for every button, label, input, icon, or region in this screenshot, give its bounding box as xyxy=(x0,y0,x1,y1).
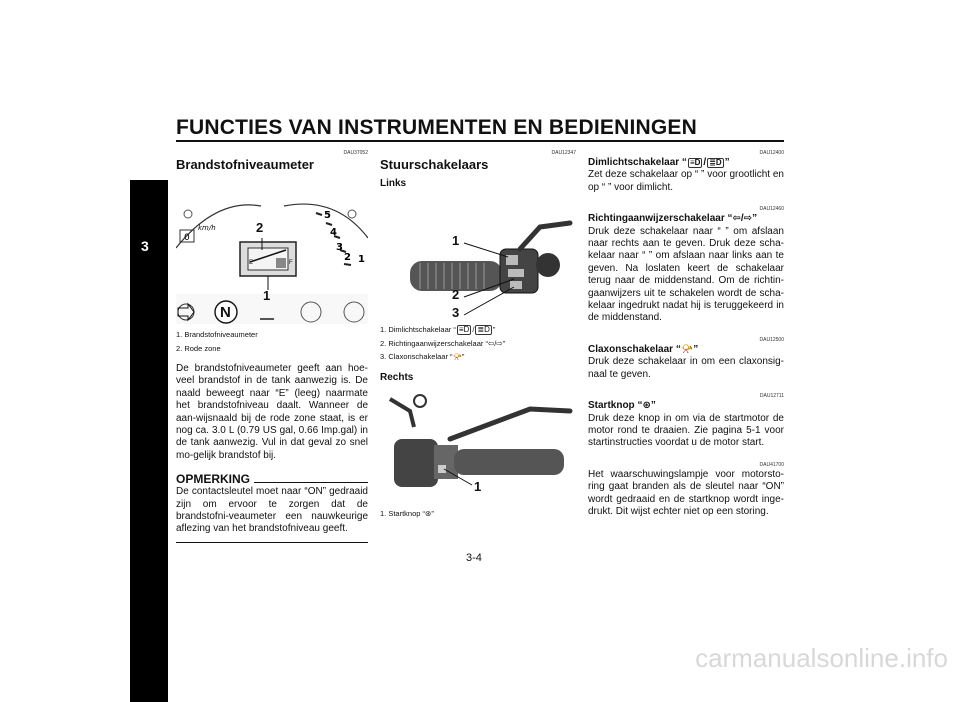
block-heading: Startknop “⊛” xyxy=(588,400,656,412)
svg-text:km/h: km/h xyxy=(198,224,216,232)
block-heading: Dimlichtschakelaar “ ≡D / ≣D ” xyxy=(588,157,730,168)
right-label: Rechts xyxy=(380,371,414,383)
callout-1: 1 xyxy=(263,288,271,303)
block-heading: Richtingaanwijzerschakelaar “⇦/⇨” xyxy=(588,213,758,225)
handlebar-switches-section xyxy=(380,150,576,520)
fuel-gauge-section xyxy=(176,150,368,543)
page-number: 3-4 xyxy=(466,552,482,564)
caption-horn: 3. Claxonschakelaar “📯” xyxy=(380,352,465,361)
low-beam-icon: ≣D xyxy=(477,325,490,334)
turn-right-icon: ⇨ xyxy=(496,338,503,348)
section-code: DAU37052 xyxy=(343,150,368,156)
svg-text:2: 2 xyxy=(344,252,351,263)
chapter-number: 3 xyxy=(141,238,149,254)
horn-switch-block xyxy=(588,337,784,381)
block-code: DAU12500 xyxy=(759,336,784,343)
svg-text:1: 1 xyxy=(358,254,365,265)
horn-icon: 📯 xyxy=(680,343,694,355)
block-text: Druk deze schakelaar in om een claxonsig-naal te geven. xyxy=(588,356,784,380)
fuel-gauge-description: De brandstofniveaumeter geeft aan hoe-veel brandstof in de tank aanwezig is. De naald beweegt naar “E” (leeg) naarmate het brandstofniveau daalt. Wanneer de aan-wijsnaald bij de rode zone staat, is er nog ca. 3.0 L (0.79 US gal, 0.66 Imp.gal) in de tank aanwezig. Vul in dat geval zo snel mo-gelijk brandstof bij. xyxy=(176,363,368,461)
callout-2: 2 xyxy=(256,220,264,235)
start-icon: ⊛ xyxy=(642,400,651,412)
left-switches-figure xyxy=(380,201,576,319)
note-end-rule xyxy=(176,542,368,543)
block-code: DAU12400 xyxy=(759,150,784,156)
block-text: Zet deze schakelaar op “ ” voor grootlicht en op “ ” voor dimlicht. xyxy=(588,169,784,193)
caption-1: 1. Brandstofniveaumeter xyxy=(176,330,258,339)
svg-text:4: 4 xyxy=(330,227,337,238)
heading-text: Dimlichtschakelaar “ xyxy=(588,157,687,168)
note-rule xyxy=(254,482,368,483)
section-code: DAU12347 xyxy=(551,150,576,156)
caption-2: 2. Rode zone xyxy=(176,343,221,353)
turn-right-icon: ⇨ xyxy=(743,213,753,225)
heading-text: Startknop “ xyxy=(588,400,643,412)
gauge-empty-label: E xyxy=(249,260,254,266)
turn-signal-block xyxy=(588,206,784,325)
start-icon: ⊛ xyxy=(425,508,432,518)
svg-text:0: 0 xyxy=(184,233,190,243)
section-title: Brandstofniveaumeter xyxy=(176,157,314,172)
fuel-gauge-figure xyxy=(176,178,368,324)
note-text: De contactsleutel moet naar “ON” gedraaid zijn om ervoor te zorgen dat de brandstofni-veaumeter een nauwkeurige aflezing van het brandstofniveau geeft. xyxy=(176,486,368,535)
right-switches-figure xyxy=(380,387,576,503)
callout-3: 3 xyxy=(452,305,460,320)
callout-1: 1 xyxy=(474,478,482,494)
callout-2: 2 xyxy=(452,287,460,302)
page-title: FUNCTIES VAN INSTRUMENTEN EN BEDIENINGEN xyxy=(176,116,697,139)
watermark: carmanualsonline.info xyxy=(695,643,948,673)
title-rule xyxy=(176,140,784,142)
caption-turn-signal: 2. Richtingaanwijzerschakelaar “⇦/⇨” xyxy=(380,338,506,348)
block-code: DAU41700 xyxy=(759,461,784,468)
dimmer-switch-block xyxy=(588,150,784,194)
low-beam-icon: ≣D xyxy=(709,158,722,167)
block-code: DAU12460 xyxy=(759,206,784,213)
note-title: OPMERKING xyxy=(176,472,251,487)
caption-turn-signal-text: 2. Richtingaanwijzerschakelaar “ xyxy=(380,338,488,348)
svg-text:5: 5 xyxy=(324,210,331,221)
turn-left-icon: ⇦ xyxy=(732,213,741,225)
block-text: Druk deze knop in om via de startmotor de motor rond te draaien. Zie pagina 5-1 voor startinstructies voordat u de motor start. xyxy=(588,412,784,449)
heading-text: Richtingaanwijzerschakelaar “ xyxy=(588,213,733,225)
note-box xyxy=(176,472,368,543)
switch-descriptions xyxy=(588,150,784,530)
block-heading: Claxonschakelaar “📯” xyxy=(588,343,699,355)
callout-1: 1 xyxy=(452,233,460,248)
high-beam-icon: ≡D xyxy=(458,325,470,334)
block-text: Het waarschuwingslampje voor motorsto-ring gaat branden als de sleutel naar “ON” wordt gedraaid en de startknop wordt inge-drukt. Dit wijst echter niet op een storing. xyxy=(588,468,784,517)
caption-dimmer: 1. Dimlichtschakelaar “ ≡D / ≣D ” xyxy=(380,325,496,334)
block-code: DAU12711 xyxy=(759,393,784,400)
note-header xyxy=(176,472,368,486)
left-handlebar-illustration xyxy=(380,201,576,319)
chapter-tab xyxy=(130,180,168,702)
neutral-indicator-label: N xyxy=(220,304,231,321)
instrument-panel-illustration xyxy=(176,178,368,324)
gauge-full-label: F xyxy=(289,260,293,266)
caption-start-text: 1. Startknop “ xyxy=(380,508,426,518)
turn-left-icon: ⇦ xyxy=(487,338,495,348)
caption-horn-text: 3. Claxonschakelaar “ xyxy=(380,352,453,361)
caption-dimmer-text: 1. Dimlichtschakelaar “ xyxy=(380,325,456,334)
high-beam-icon: ≡D xyxy=(689,158,701,167)
warning-light-block xyxy=(588,462,784,519)
horn-icon: 📯 xyxy=(452,352,462,361)
heading-text: Claxonschakelaar “ xyxy=(588,343,681,355)
svg-text:3: 3 xyxy=(336,242,343,253)
block-text: Druk deze schakelaar naar “ ” om afslaan naar rechts aan te geven. Druk deze scha-kelaar naar “ ” om afslaan naar links aan te geven. Na loslaten keert de schakelaar terug naar de middenstand. Om de richtin-gaanwijzers uit te schakelen wordt de scha-kelaar ingedrukt nadat hij is teruggekeerd in de middenstand. xyxy=(588,225,784,324)
start-switch-block xyxy=(588,393,784,450)
caption-start: 1. Startknop “⊛” xyxy=(380,508,434,518)
section-title: Stuurschakelaars xyxy=(380,157,489,172)
left-label: Links xyxy=(380,178,407,189)
